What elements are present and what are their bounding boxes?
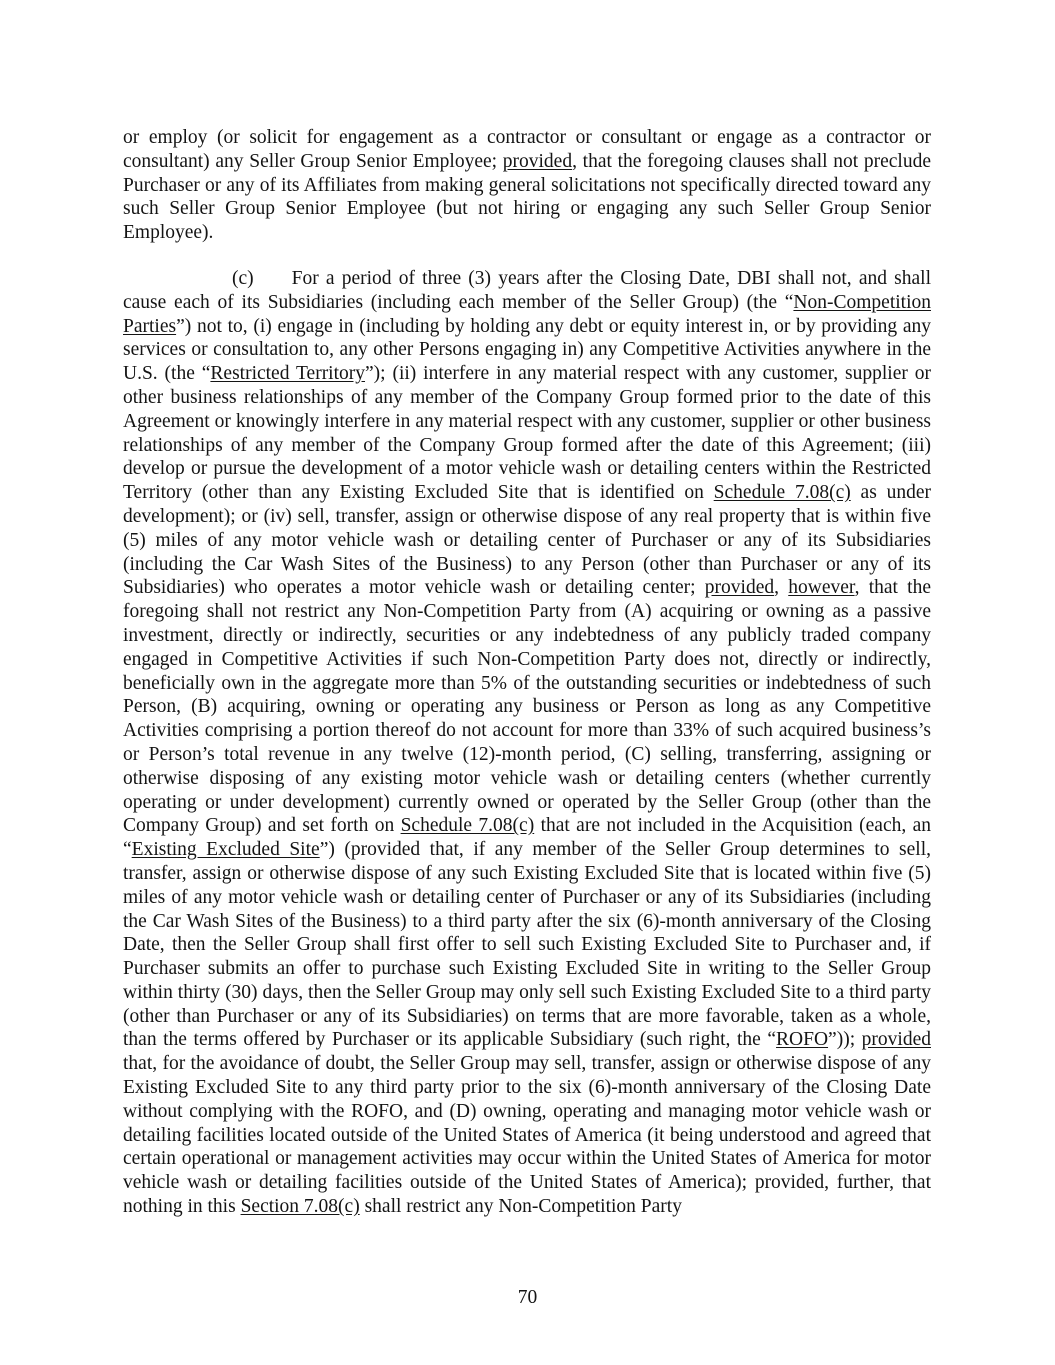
underlined-term: however [788,577,855,599]
underlined-term: Schedule 7.08(c) [400,815,535,837]
underlined-term: Non-Competition Parties [123,291,931,337]
text-run: as under development); or (iv) sell, transfer, assign or otherwise dispose of any real property that is within five (5) miles of any motor vehicle wash or detailing center of Purchaser or any of its Subsidiaries (including the Car Wash Sites of the Business) to any Person (other than Purchaser or any of its Subsidiaries) who operates a motor vehicle wash or detailing center; [123,482,931,599]
underlined-term: Existing Excluded Site [131,839,320,861]
text-run: ”) not to, (i) engage in (including by holding any debt or equity interest in, or by providing any services or consultation to, any other Persons engaging in) any Competitive Activities anywhere in the U.S. (the “ [123,315,931,385]
text-run: , [774,577,789,599]
underlined-term: Section 7.08(c) [240,1196,360,1218]
paragraph [123,267,931,1219]
text-run: For a period of three (3) years after the Closing Date, DBI shall not, and shall cause each of its Subsidiaries (including each member of the Seller Group) (the “ [123,267,931,313]
underlined-term: Restricted Territory [210,363,366,385]
text-run: shall restrict any Non-Competition Party [359,1196,682,1218]
underlined-term: Schedule 7.08(c) [713,482,851,504]
text-run: ”)); [828,1029,862,1051]
text-run: that are not included in the Acquisition (each, an “ [123,815,932,861]
text-run: that, for the avoidance of doubt, the Seller Group may sell, transfer, assign or otherwise dispose of any Existing Excluded Site to any third party prior to the six (6)-month anniversary of the Closing Date without complying with the ROFO, and (D) owning, operating and managing motor vehicle wash or detailing facilities located outside of the United States of America (it being understood and agreed that certain operational or management activities may occur within the United States of America for motor vehicle wash or detailing facilities outside of the United States of America); provided, further, that nothing in this [123,1053,931,1218]
text-run: , that the foregoing clauses shall not preclude Purchaser or any of its Affiliates from making general solicitations not specifically directed toward any such Seller Group Senior Employee (but not hiring or engaging any such Seller Group Senior Employee). [123,150,931,244]
text-run: or employ (or solicit for engagement as a contractor or consultant or engage as a contractor or consultant) any Seller Group Senior Employee; [123,127,931,172]
underlined-term: provided [861,1029,931,1051]
page-number: 70 [517,1287,538,1308]
text-run: ”); (ii) interfere in any material respect with any customer, supplier or other business relationships of any member of the Company Group formed prior to the date of this Agreement or knowingly interfere in any material respect with any customer, supplier or other business relationships of any member of the Company Group formed after the date of this Agreement; (iii) develop or pursue the development of a motor vehicle wash or detailing centers within the Restricted Territory (other than any Existing Excluded Site that is identified on [123,363,931,504]
text-run: , that the foregoing shall not restrict any Non-Competition Party from (A) acquiring or owning as a passive investment, directly or indirectly, securities or any indebtedness of any publicly traded company engaged in Competitive Activities if such Non-Competition Party does not, directly or indirectly, beneficially own in the aggregate more than 5% of the outstanding securities or indebtedness of such Person, (B) acquiring, owning or operating any business or Person as long as any Competitive Activities comprising a portion thereof do not account for more than 33% of such acquired business’s or Person’s total revenue in any twelve (12)-month period, (C) selling, transferring, assigning or otherwise disposing of any existing motor vehicle wash or detailing centers (whether currently operating or under development) currently owned or operated by the Seller Group (other than the Company Group) and set forth on [123,577,931,837]
underlined-term: provided [502,150,573,172]
document-body [123,126,931,1219]
paragraph [123,126,931,245]
text-run: (c) [232,267,254,289]
underlined-term: ROFO [776,1029,829,1051]
underlined-term: provided [704,577,775,599]
text-run: ”) (provided that, if any member of the Seller Group determines to sell, transfer, assign or otherwise dispose of any such Existing Excluded Site that is located within five (5) miles of any motor vehicle wash or detailing center of Purchaser or any of its Subsidiaries (including the Car Wash Sites of the Business) to a third party after the six (6)-month anniversary of the Closing Date, then the Seller Group shall first offer to sell such Existing Excluded Site to Purchaser and, if Purchaser submits an offer to purchase such Existing Excluded Site in writing to the Seller Group within thirty (30) days, then the Seller Group may only sell such Existing Excluded Site to a third party (other than Purchaser or any of its Subsidiaries) on terms that are more favorable, taken as a whole, than the terms offered by Purchaser or its applicable Subsidiary (such right, the “ [123,839,931,1051]
